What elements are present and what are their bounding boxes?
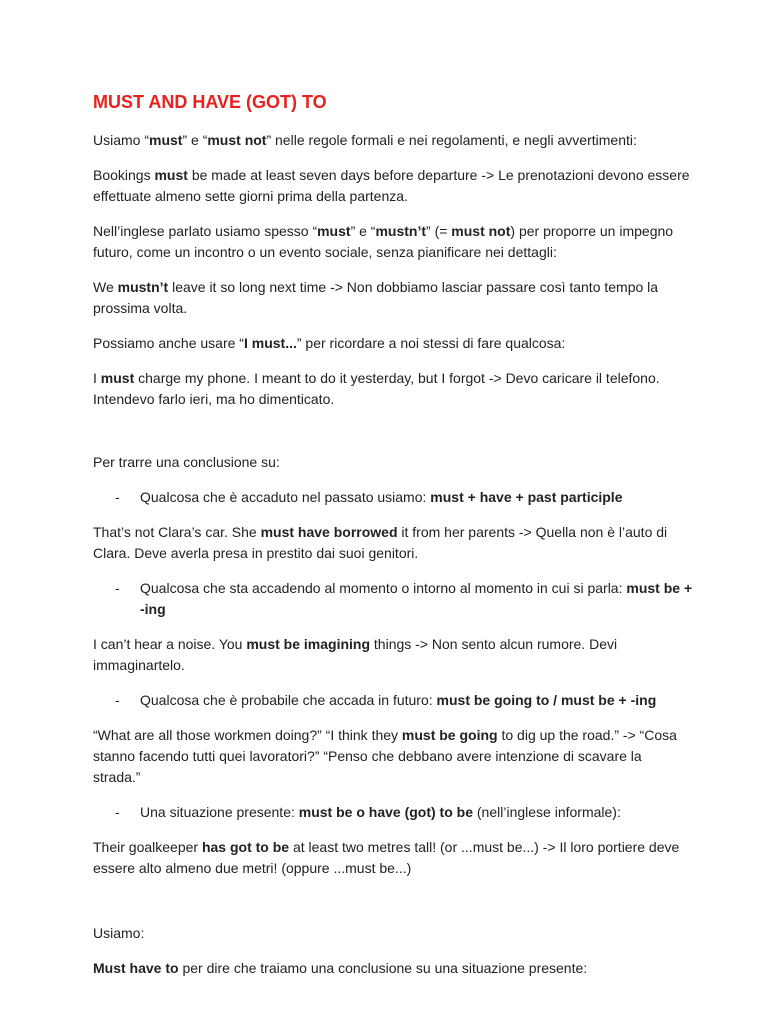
spacer (93, 893, 693, 923)
bullet-dash: - (115, 489, 120, 505)
bullet-dash: - (115, 692, 120, 708)
paragraph-9: I can’t hear a noise. You must be imagining things -> Non sento alcun rumore. Devi immaginartelo. (93, 636, 618, 673)
paragraph-10: “What are all those workmen doing?” “I think they must be going to dig up the road.” -> “Cosa stanno facendo tutti quei lavoratori?” “Penso che debbano avere intenzione di scavare la strada.” (93, 727, 677, 785)
document-title: MUST AND HAVE (GOT) TO (93, 92, 327, 112)
bullet-dash: - (115, 804, 120, 820)
list-item: - Qualcosa che è probabile che accada in futuro: must be going to / must be + -ing (93, 690, 693, 711)
spacer (93, 424, 693, 452)
paragraph-4: We mustn’t leave it so long next time -> Non dobbiamo lasciar passare così tanto tempo la prossima volta. (93, 279, 659, 316)
paragraph-2: Bookings must be made at least seven days before departure -> Le prenotazioni devono essere effettuate almeno sette giorni prima della partenza. (93, 167, 690, 204)
document-page (93, 92, 693, 993)
paragraph-1: Usiamo “must” e “must not” nelle regole formali e nei regolamenti, e negli avvertimenti: (93, 132, 637, 148)
paragraph-7: Per trarre una conclusione su: (93, 454, 280, 470)
paragraph-13: Must have to per dire che traiamo una conclusione su una situazione presente: (93, 960, 588, 976)
paragraph-11: Their goalkeeper has got to be at least two metres tall! (or ...must be...) -> Il loro portiere deve essere alto almeno due metri! (oppure ...must be...) (93, 839, 680, 876)
list-item: - Qualcosa che è accaduto nel passato usiamo: must + have + past participle (93, 487, 693, 508)
paragraph-8: That’s not Clara’s car. She must have borrowed it from her parents -> Quella non è l’auto di Clara. Deve averla presa in prestito dai suoi genitori. (93, 524, 668, 561)
list-item: - Qualcosa che sta accadendo al momento o intorno al momento in cui si parla: must be + -ing (115, 580, 693, 617)
paragraph-5: Possiamo anche usare “I must...” per ricordare a noi stessi di fare qualcosa: (93, 335, 566, 351)
bullet-dash: - (115, 580, 120, 596)
paragraph-3: Nell’inglese parlato usiamo spesso “must” e “mustn’t” (= must not) per proporre un impegno futuro, come un incontro o un evento sociale, senza pianificare nei dettagli: (93, 223, 674, 260)
paragraph-6: I must charge my phone. I meant to do it yesterday, but I forgot -> Devo caricare il telefono. Intendevo farlo ieri, ma ho dimenticato. (93, 370, 660, 407)
paragraph-12: Usiamo: (93, 925, 145, 941)
list-item: - Una situazione presente: must be o have (got) to be (nell’inglese informale): (93, 802, 693, 823)
